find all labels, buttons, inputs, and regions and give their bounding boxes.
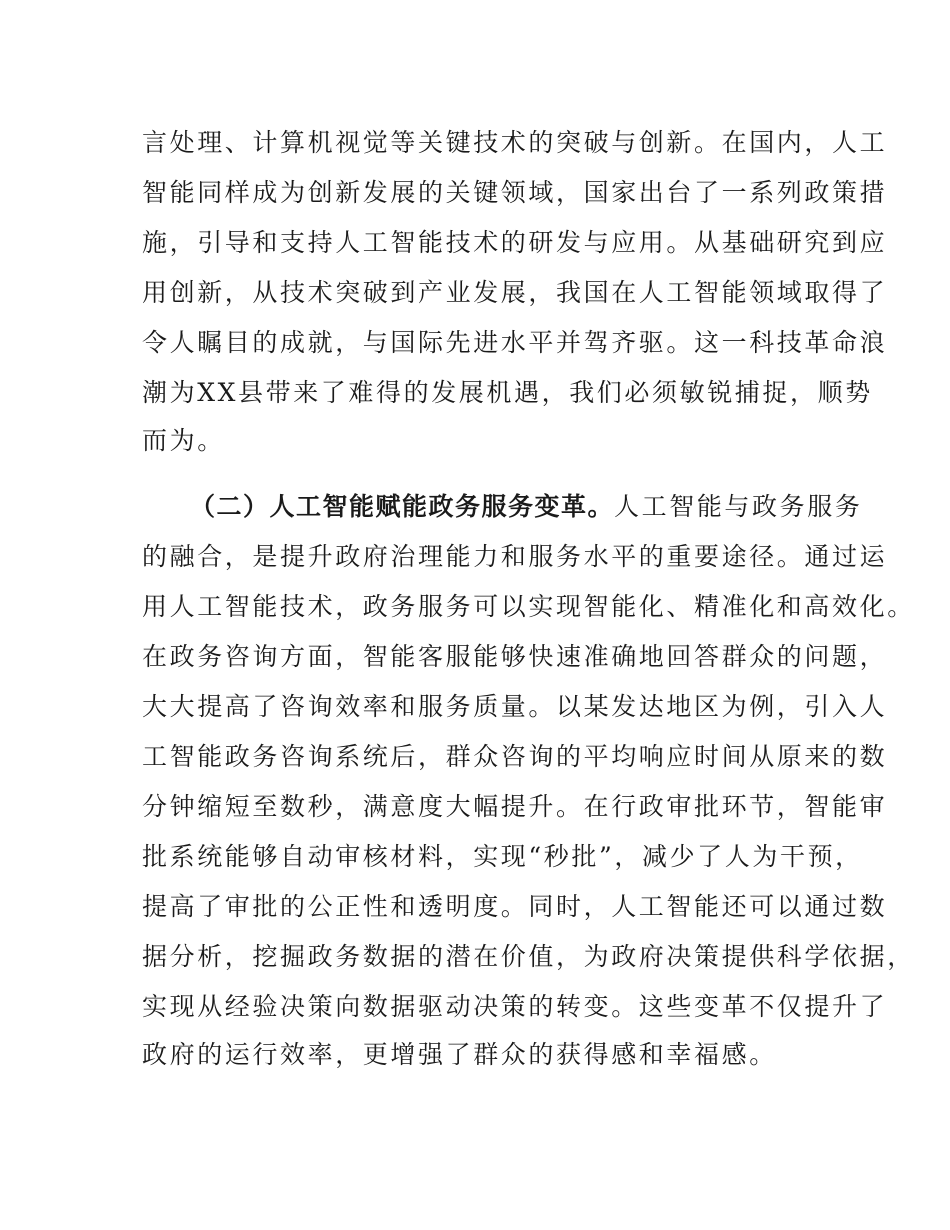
section-2-line-11: 实现从经验决策向数据驱动决策的转变。这些变革不仅提升了 [142, 992, 888, 1021]
section-2-line-3: 用人工智能技术，政务服务可以实现智能化、精准化和高效化。 [142, 592, 915, 621]
section-2-line-4: 在政务咨询方面，智能客服能够快速准确地回答群众的问题， [142, 642, 888, 671]
section-2-line-5: 大大提高了咨询效率和服务质量。以某发达地区为例，引入人 [142, 692, 888, 721]
paragraph-1-line-1: 言处理、计算机视觉等关键技术的突破与创新。在国内，人工 [142, 128, 888, 157]
section-2-line-9: 提高了审批的公正性和透明度。同时，人工智能还可以通过数 [142, 892, 888, 921]
section-2-first-line [190, 492, 862, 522]
section-2-line-2: 的融合，是提升政府治理能力和服务水平的重要途径。通过运 [142, 542, 888, 571]
section-2-line-8: 批系统能够自动审核材料，实现“秒批”，减少了人为干预， [142, 842, 863, 871]
paragraph-1-line-3: 施，引导和支持人工智能技术的研发与应用。从基础研究到应 [142, 228, 888, 257]
section-2-line-6: 工智能政务咨询系统后，群众咨询的平均响应时间从原来的数 [142, 742, 888, 771]
paragraph-1-line-7: 而为。 [142, 426, 225, 455]
paragraph-1-line-2: 智能同样成为创新发展的关键领域，国家出台了一系列政策措 [142, 178, 888, 207]
section-2-first-line-text: 人工智能与政务服务 [614, 492, 863, 521]
section-2-line-12: 政府的运行效率，更增强了群众的获得感和幸福感。 [142, 1040, 777, 1069]
paragraph-1-line-6: 潮为XX县带来了难得的发展机遇，我们必须敏锐捕捉，顺势 [142, 378, 873, 407]
section-2-line-10: 据分析，挖掘政务数据的潜在价值，为政府决策提供科学依据， [142, 942, 915, 971]
section-2-line-7: 分钟缩短至数秒，满意度大幅提升。在行政审批环节，智能审 [142, 792, 888, 821]
paragraph-1-line-5: 令人瞩目的成就，与国际先进水平并驾齐驱。这一科技革命浪 [142, 328, 888, 357]
paragraph-1-line-4: 用创新，从技术突破到产业发展，我国在人工智能领域取得了 [142, 278, 888, 307]
section-2-heading: （二）人工智能赋能政务服务变革。 [190, 492, 615, 521]
